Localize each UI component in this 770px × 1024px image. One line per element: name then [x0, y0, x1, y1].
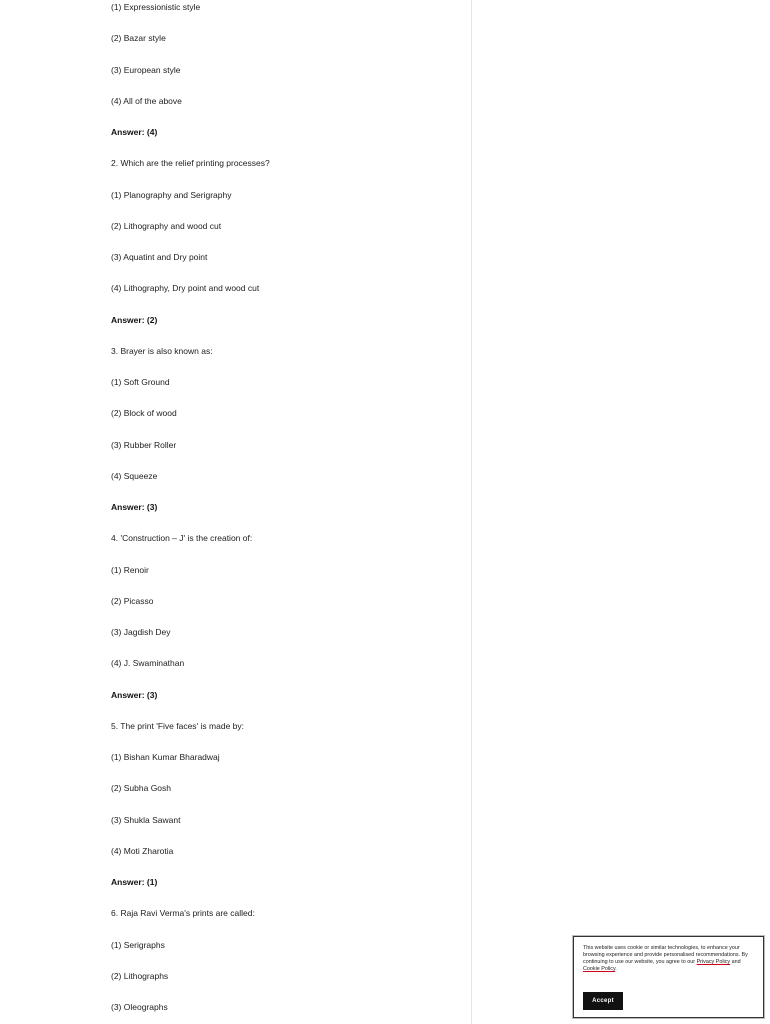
option-text: (2) Bazar style [111, 33, 166, 44]
answer-line: Answer: (4) [111, 127, 158, 137]
option-text: (2) Lithography and wood cut [111, 220, 222, 231]
option-text: (2) Block of wood [111, 408, 177, 419]
question-text: 3. Brayer is also known as: [111, 345, 213, 356]
option-text: (1) Serigraphs [111, 939, 165, 950]
question-text: 4. 'Construction – J' is the creation of: [111, 533, 253, 544]
cookie-policy-link[interactable]: Cookie Policy [583, 966, 616, 972]
accept-cookies-button[interactable]: Accept [583, 992, 623, 1010]
option-text: (1) Expressionistic style [111, 2, 201, 12]
option-text: (3) Aquatint and Dry point [111, 252, 208, 262]
option-text: (3) Rubber Roller [111, 439, 177, 450]
privacy-policy-link[interactable]: Privacy Policy [696, 959, 731, 965]
option-text: (4) J. Swaminathan [111, 658, 185, 669]
answer-line: Answer: (3) [111, 502, 158, 512]
cookie-notice-period: . [615, 966, 617, 972]
option-text: (4) Squeeze [111, 470, 158, 481]
option-text: (1) Planography and Serigraphy [111, 189, 232, 200]
cookie-notice-and: and [730, 959, 741, 965]
option-text: (1) Renoir [111, 564, 149, 575]
question-text: 5. The print 'Five faces' is made by: [111, 720, 245, 731]
cookie-notice-body: This website uses cookie or similar technologies, to enhance your browsing experience and provide personalised recommendations. By continuing to use our website, you agree to our [583, 945, 748, 965]
option-text: (2) Lithographs [111, 970, 169, 981]
answer-line: Answer: (1) [111, 877, 158, 887]
question-text: 6. Raja Ravi Verma's prints are called: [111, 908, 255, 919]
option-text: (3) Jagdish Dey [111, 627, 171, 637]
option-text: (3) Shukla Sawant [111, 814, 181, 825]
option-text: (2) Picasso [111, 595, 154, 606]
cookie-notice-text [583, 945, 754, 973]
cookie-banner [573, 936, 764, 1018]
answer-line: Answer: (2) [111, 314, 158, 325]
option-text: (4) All of the above [111, 95, 182, 106]
option-text: (3) European style [111, 64, 181, 75]
option-text: (3) Oleographs [111, 1002, 168, 1012]
option-text: (4) Lithography, Dry point and wood cut [111, 283, 260, 294]
option-text: (1) Soft Ground [111, 377, 170, 387]
option-text: (1) Bishan Kumar Bharadwaj [111, 752, 220, 762]
option-text: (2) Subha Gosh [111, 783, 172, 794]
question-text: 2. Which are the relief printing processes? [111, 158, 270, 169]
option-text: (4) Moti Zharotia [111, 845, 174, 856]
answer-line: Answer: (3) [111, 689, 158, 700]
